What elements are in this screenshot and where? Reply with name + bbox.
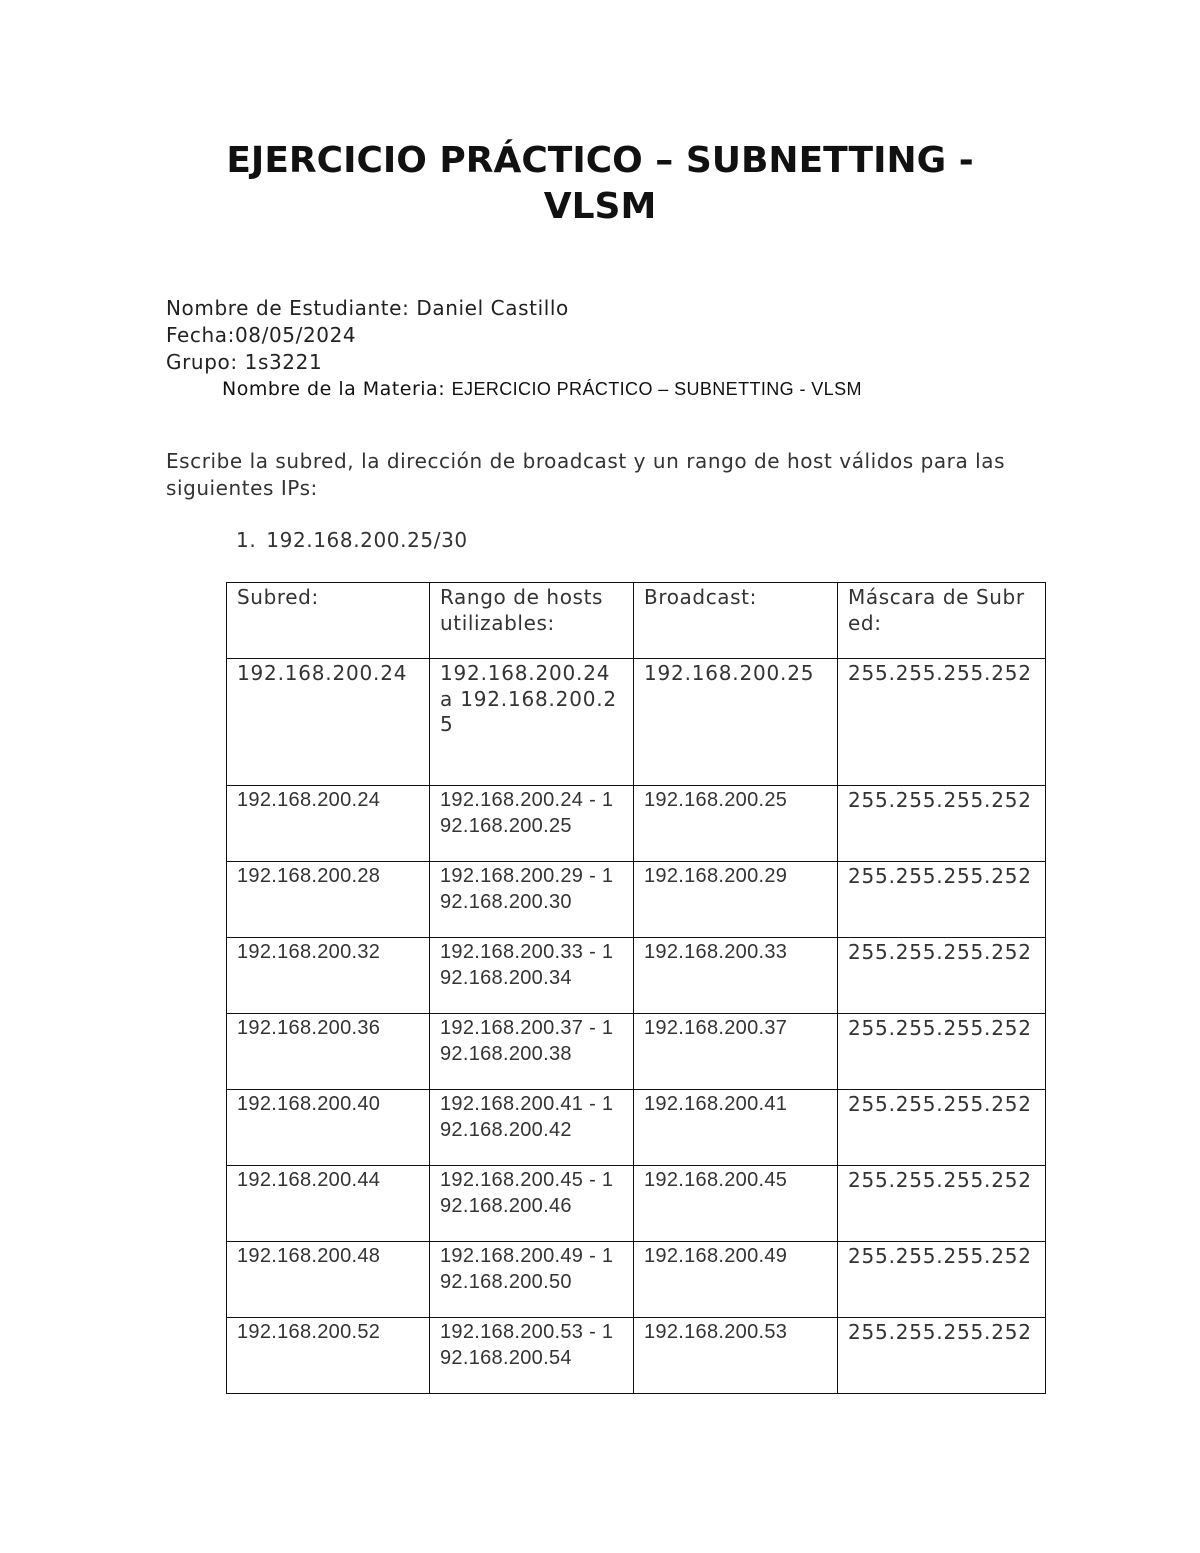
document-title: [0, 138, 1200, 230]
cell-rango: 192.168.200.45 - 192.168.200.46: [430, 1166, 634, 1242]
cell-broadcast: 192.168.200.45: [634, 1166, 838, 1242]
subnet-table-body: [227, 583, 1046, 1394]
cell-broadcast: 192.168.200.25: [634, 659, 838, 786]
subnet-table: [226, 582, 1046, 1394]
cell-mascara: 255.255.255.252: [838, 786, 1046, 862]
table-row: [227, 1090, 1046, 1166]
title-line-1: EJERCICIO PRÁCTICO – SUBNETTING -: [226, 140, 974, 181]
table-row: [227, 1014, 1046, 1090]
list-number: 1.: [236, 528, 257, 552]
header-broadcast: Broadcast:: [634, 583, 838, 659]
cell-broadcast: 192.168.200.53: [634, 1318, 838, 1394]
cell-broadcast: 192.168.200.25: [634, 786, 838, 862]
cell-broadcast: 192.168.200.49: [634, 1242, 838, 1318]
instructions: Escribe la subred, la dirección de broadcast y un rango de host válidos para las siguientes IPs:: [166, 449, 1006, 500]
subject-line: [222, 376, 862, 403]
table-row: [227, 862, 1046, 938]
cell-broadcast: 192.168.200.33: [634, 938, 838, 1014]
cell-rango: 192.168.200.24 - 192.168.200.25: [430, 786, 634, 862]
list-ip: 192.168.200.25/30: [266, 528, 468, 552]
cell-mascara: 255.255.255.252: [838, 1014, 1046, 1090]
cell-subred: 192.168.200.40: [227, 1090, 430, 1166]
cell-mascara: 255.255.255.252: [838, 1318, 1046, 1394]
table-header-row: [227, 583, 1046, 659]
cell-subred: 192.168.200.28: [227, 862, 430, 938]
list-item: [236, 527, 468, 554]
cell-rango: 192.168.200.24 a 192.168.200.25: [430, 659, 634, 786]
cell-subred: 192.168.200.44: [227, 1166, 430, 1242]
table-row: [227, 659, 1046, 786]
cell-mascara: 255.255.255.252: [838, 1090, 1046, 1166]
cell-rango: 192.168.200.53 - 192.168.200.54: [430, 1318, 634, 1394]
cell-subred: 192.168.200.48: [227, 1242, 430, 1318]
cell-broadcast: 192.168.200.41: [634, 1090, 838, 1166]
header-subred: Subred:: [227, 583, 430, 659]
cell-mascara: 255.255.255.252: [838, 938, 1046, 1014]
cell-subred: 192.168.200.24: [227, 786, 430, 862]
header-rango: Rango de hosts utilizables:: [430, 583, 634, 659]
cell-subred: 192.168.200.36: [227, 1014, 430, 1090]
cell-mascara: 255.255.255.252: [838, 1242, 1046, 1318]
cell-broadcast: 192.168.200.29: [634, 862, 838, 938]
cell-mascara: 255.255.255.252: [838, 862, 1046, 938]
table-row: [227, 938, 1046, 1014]
cell-rango: 192.168.200.49 - 192.168.200.50: [430, 1242, 634, 1318]
header-mascara: Máscara de Subred:: [838, 583, 1046, 659]
table-row: [227, 786, 1046, 862]
table-row: [227, 1166, 1046, 1242]
cell-subred: 192.168.200.24: [227, 659, 430, 786]
table-row: [227, 1318, 1046, 1394]
cell-rango: 192.168.200.33 - 192.168.200.34: [430, 938, 634, 1014]
cell-mascara: 255.255.255.252: [838, 659, 1046, 786]
subject-label: Nombre de la Materia:: [222, 378, 452, 400]
student-info: [166, 295, 569, 376]
cell-broadcast: 192.168.200.37: [634, 1014, 838, 1090]
cell-mascara: 255.255.255.252: [838, 1166, 1046, 1242]
subject-value: EJERCICIO PRÁCTICO – SUBNETTING - VLSM: [451, 379, 862, 399]
cell-rango: 192.168.200.29 - 192.168.200.30: [430, 862, 634, 938]
cell-rango: 192.168.200.37 - 192.168.200.38: [430, 1014, 634, 1090]
cell-rango: 192.168.200.41 - 192.168.200.42: [430, 1090, 634, 1166]
table-row: [227, 1242, 1046, 1318]
date: Fecha:08/05/2024: [166, 323, 357, 347]
title-line-2: VLSM: [543, 186, 657, 227]
group: Grupo: 1s3221: [166, 350, 323, 374]
cell-subred: 192.168.200.52: [227, 1318, 430, 1394]
student-name: Nombre de Estudiante: Daniel Castillo: [166, 296, 569, 320]
cell-subred: 192.168.200.32: [227, 938, 430, 1014]
